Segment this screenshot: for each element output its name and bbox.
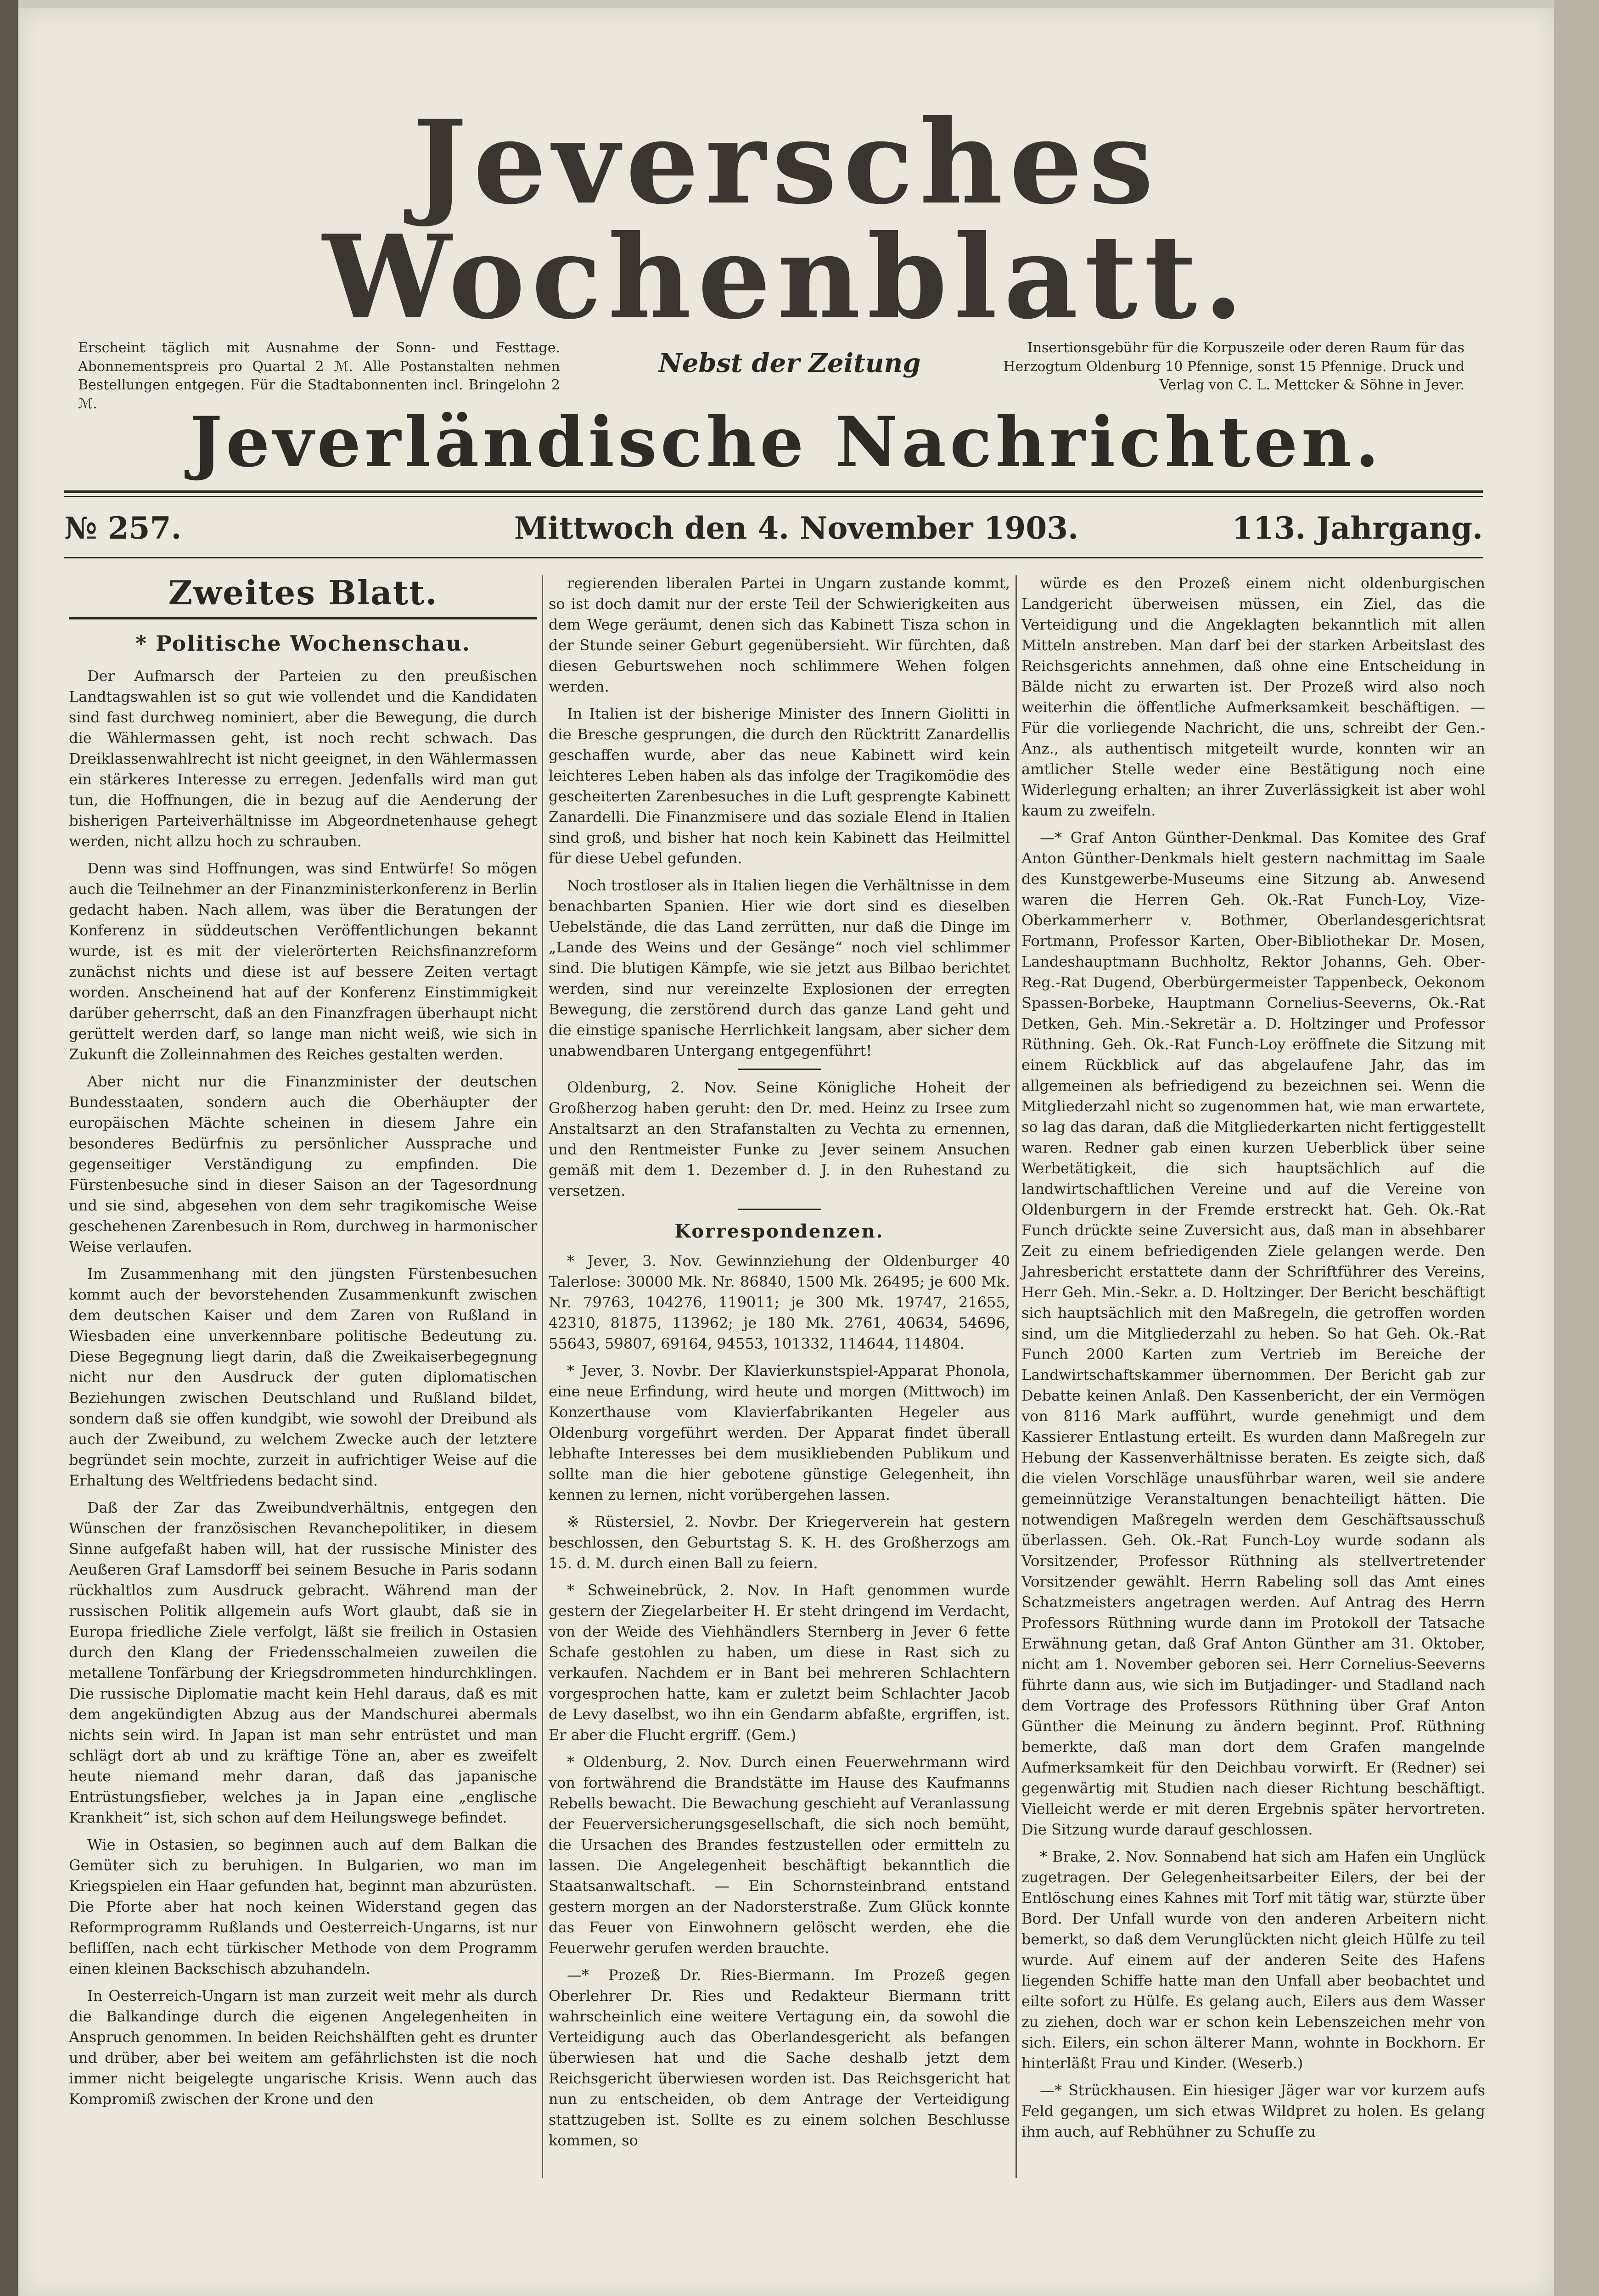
news-item: —* Prozeß Dr. Ries-Biermann. Im Prozeß gegen Oberlehrer Dr. Ries und Redakteur Biermann tritt wahrscheinlich eine weitere Vertagung ein, da sowohl die Verteidigung auch das Oberlandesgericht als befangen überwiesen hat und die Sache deshalb jetzt dem Reichsgericht überwiesen worden ist. Das Reichsgericht hat nun zu entscheiden, ob dem Antrage der Verteidigung stattzugeben ist. Sollte es zu einem solchen Beschlusse kommen, so: [549, 1966, 1010, 2149]
news-item: —* Graf Anton Günther-Denkmal. Das Komitee des Graf Anton Günther-Denkmals hielt gestern nachmittag im Saale des Kunstgewerbe-Museums eine Sitzung ab. Anwesend waren die Herren Geh. Ok.-Rat Funch-Loy, Vize-Oberkammerherr v. Bothmer, Oberlandesgerichtsrat Fortmann, Professor Karten, Ober-Bibliothekar Dr. Mosen, Landeshauptmann Buchholtz, Rektor Johanns, Geh. Ober-Reg.-Rat Dugend, Oberbürgermeister Tappenbeck, Oekonom Spassen-Borbeke, Hauptmann Cornelius-Seeverns, Ok.-Rat Detken, Geh. Min.-Sekretär a. D. Holtzinger und Professor Rüthning. Geh. Ok.-Rat Funch-Loy eröffnete die Sitzung mit einem Rückblick auf das abgelaufene Jahr, das im allgemeinen als befriedigend zu bezeichnen sei. Wenn die Mitgliederzahl nicht so zugenommen hat, wie man erwartete, so lag das daran, daß die Mitgliederkarten nicht fertiggestellt waren. Redner gab einen kurzen Ueberblick über seine Werbetätigkeit, die sich hauptsächlich auf die landwirtschaftlichen Vereine und auf die Vereine von Oldenburgern in der Fremde erstreckt hat. Geh. Ok.-Rat Funch drückte seine Zuversicht aus, daß man in absehbarer Zeit zu einem befriedigenden Ziele gelangen werde. Den Jahresbericht erstattete dann der Schriftführer des Vereins, Herr Geh. Min.-Sekr. a. D. Holtzinger. Der Bericht beschäftigt sich hauptsächlich mit den Maßregeln, die getroffen worden sind, um die Mitgliederzahl zu heben. So hat Geh. Ok.-Rat Funch 2000 Karten zum Vertrieb im Bereiche der Landwirtschaftskammer übernommen. Der Bericht gab zur Debatte keinen Anlaß. Den Kassenbericht, der ein Vermögen von 8116 Mark aufführt, wurde genehmigt und dem Kassierer Entlastung erteilt. Es wurden dann Maßregeln zur Hebung der Kassenverhältnisse beraten. Es zeigte sich, daß die vielen Vorschläge unausführbar waren, weil sie andere gemeinnützige Veranstaltungen benachteiligt hätten. Die notwendigen Maßregeln werden dem Geschäftsausschuß überlassen. Geh. Ok.-Rat Funch-Loy wurde sodann als Vorsitzender, Professor Rüthning als stellvertretender Vorsitzender gewählt. Herrn Rabeling soll das Amt eines Schatzmeisters angetragen werden. Auf Antrag des Herrn Professors Rüthning wurde dann im Protokoll der Tatsache Erwähnung getan, daß Graf Anton Günther am 31. Oktober, nicht am 1. November geboren sei. Herr Cornelius-Seeverns führte dann aus, wie sich im Butjadinger- und Stadland nach dem Vortrage des Professors Rüthning über Graf Anton Günther die Meinung zu ändern beginnt. Prof. Rüthning bemerkte, daß man dort dem Grafen mangelnde Aufmerksamkeit für den Deichbau vorwirft. Er (Redner) sei gegenwärtig mit Studien nach dieser Richtung beschäftigt. Vielleicht werde er mit deren Ergebnis später hervortreten. Die Sitzung wurde darauf geschlossen.: [1021, 829, 1485, 1838]
column-3: [1021, 573, 1485, 2149]
news-item: * Schweinebrück, 2. Nov. In Haft genommen wurde gestern der Ziegelarbeiter H. Er steht dringend im Verdacht, von der Weide des Viehhändlers Sternberg in Jever 6 fette Schafe gestohlen zu haben, um diese in Rast sich zu verkaufen. Nachdem er in Bant bei mehreren Schlachtern vorgesprochen hatte, kam er zuletzt beim Schlachter Jacob de Levy daselbst, wo ihn ein Gendarm abfaßte, ergriffen, ist. Er aber die Flucht ergriff. (Gem.): [549, 1581, 1010, 1744]
column-2: [549, 573, 1010, 2157]
section-rule: [69, 617, 537, 619]
news-item: * Brake, 2. Nov. Sonnabend hat sich am Hafen ein Unglück zugetragen. Der Gelegenheitsarbeiter Eilers, der bei der Entlöschung eines Kahnes mit Torf mit tätig war, stürzte über Bord. Der Unfall wurde von den anderen Arbeitern nicht bemerkt, so daß dem Verunglückten nicht gleich Hülfe zu teil wurde. Auf einem auf der anderen Seite des Hafens liegenden Schiffe hatte man den Unfall aber beobachtet und eilte sofort zu Hülfe. Es gelang auch, Eilers aus dem Wasser zu ziehen, doch war er schon kein Lebenszeichen mehr von sich. Eilers, ein schon älterer Mann, wohnte in Bockhorn. Er hinterläßt Frau und Kinder. (Weserb.): [1021, 1848, 1485, 2072]
separator-rule: [738, 1209, 821, 1210]
issue-number: № 257.: [64, 510, 182, 546]
subscription-info: Erscheint täglich mit Ausnahme der Sonn- und Festtage. Abonnementspreis pro Quartal 2 ℳ. Alle Postanstalten nehmen Bestellungen entgegen. Für die Stadtabonnenten incl. Bringelohn 2 ℳ.: [78, 340, 560, 412]
masthead-title: Jeversches Wochenblatt.: [322, 95, 1250, 344]
masthead-rule-top: [64, 490, 1483, 493]
article-paragraph: Denn was sind Hoffnungen, was sind Entwürfe! So mögen auch die Teilnehmer an der Finanzministerkonferenz in Berlin gedacht haben. Nach allem, was über die Beratungen der Konferenz in süddeutschen Veröffentlichungen bekannt wurde, ist es mit der vielerörterten Reichsfinanzreform zunächst nichts und diese ist auf bessere Zeiten vertagt worden. Anscheinend hat auf der Konferenz Einstimmigkeit darüber geherrscht, daß an den Finanzfragen überhaupt nicht gerüttelt werden darf, so lange man nicht weiß, wie sich in Zukunft die Zolleinnahmen des Reiches gestalten werden.: [69, 860, 537, 1063]
article-paragraph: Noch trostloser als in Italien liegen die Verhältnisse in dem benachbarten Spanien. Hier wie dort sind es dieselben Uebelstände, die das Land zerrütten, nur daß die Dinge im „Lande des Weins und der Gesänge“ noch viel schlimmer sind. Die blutigen Kämpfe, wie sie jetzt aus Bilbao berichtet werden, sind nur vereinzelte Explosionen der erregten Bewegung, die zerstörend durch das ganze Land geht und die einstige spanische Herrlichkeit langsam, aber sicher dem unabwendbaren Untergang entgegenführt!: [549, 877, 1010, 1059]
masthead-subtitle: Jeverländische Nachrichten.: [190, 402, 1383, 483]
issue-rule: [64, 557, 1483, 558]
news-item: * Jever, 3. Nov. Gewinnziehung der Oldenburger 40 Talerlose: 30000 Mk. Nr. 86840, 1500 Mk. 26495; je 600 Mk. Nr. 79763, 104276, 119011; je 300 Mk. 19747, 21655, 42310, 81875, 113962; je 180 Mk. 2761, 40634, 54696, 55643, 59807, 69164, 94553, 101332, 114644, 114804.: [549, 1252, 1010, 1352]
article-paragraph: Daß der Zar das Zweibundverhältnis, entgegen den Wünschen der französischen Revanchepolitiker, in diesem Sinne aufgefaßt haben will, hat der russische Minister des Aeußeren Graf Lamsdorff bei seinem Besuche in Paris sodann rückhaltlos zum Ausdruck gebracht. Während man der russischen Politik allgemein aufs Wort glaubt, daß sie in Europa friedliche Ziele verfolgt, läßt sie freilich in Ostasien durch den Klang der Friedensschalmeien zuweilen die metallene Tonfärbung der Kriegsdrommeten hindurchklingen. Die russische Diplomatie macht kein Hehl daraus, daß es mit dem angekündigten Abzug aus der Mandschurei abermals nichts sein wird. In Japan ist man sehr entrüstet und man schlägt dort ab und zu kräftige Töne an, aber es zweifelt heute niemand mehr daran, daß das japanische Entrüstungsfieber, welches ja in Japan eine „englische Krankheit“ ist, sich schon auf dem Heilungswege befindet.: [69, 1499, 537, 1826]
official-notice: Oldenburg, 2. Nov. Seine Königliche Hoheit der Großherzog haben geruht: den Dr. med. Heinz zu Irsee zum Anstaltsarzt an den Strafanstalten zu Vechta zu ernennen, und den Rentmeister Funke zu Jever seinem Ansuchen gemäß mit dem 1. Dezember d. J. in den Ruhestand zu versetzen.: [549, 1079, 1010, 1199]
section-title: * Politische Wochenschau.: [135, 631, 471, 656]
article-paragraph: regierenden liberalen Partei in Ungarn zustande kommt, so ist doch damit nur der erste Teil der Schwierigkeiten aus dem Wege geräumt, denen sich das Kabinett Tisza schon in der Stunde seiner Geburt gegenübersieht. Wir fürchten, daß diesen Geburtswehen noch schlimmere Wehen folgen werden.: [549, 574, 1010, 695]
separator-rule: [738, 1069, 821, 1070]
edition-label: Zweites Blatt.: [168, 573, 438, 612]
article-paragraph: würde es den Prozeß einem nicht oldenburgischen Landgericht überweisen müssen, ein Ziel, das die Verteidigung und die Angeklagten bekanntlich mit allen Mitteln anstreben. Man darf bei der starken Arbeitslast des Reichsgerichts annehmen, daß ohne eine Entscheidung in Bälde nicht zu erwarten ist. Der Prozeß wird also noch weiterhin die öffentliche Aufmerksamkeit beschäftigen. — Für die vorliegende Nachricht, die uns, schreibt der Gen.-Anz., als authentisch mitgeteilt wurde, konnten wir an amtlicher Stelle weder eine Bestätigung noch eine Widerlegung erhalten; an ihrer Zuverlässigkeit ist aber wohl kaum zu zweifeln.: [1021, 574, 1485, 819]
news-item: —* Strückhausen. Ein hiesiger Jäger war vor kurzem aufs Feld gegangen, um sich etwas Wildpret zu holen. Es gelang ihm auch, auf Rebhühner zu Schuſſe zu: [1021, 2082, 1485, 2140]
advertising-info: Insertionsgebühr für die Korpuszeile oder deren Raum für das Herzogtum Oldenburg 10 Pfennige, sonst 15 Pfennige. Druck und Verlag von C. L. Mettcker & Söhne in Jever.: [1003, 340, 1464, 393]
newspaper-page: [18, 8, 1554, 2296]
correspondence-heading: Korrespondenzen.: [674, 1221, 884, 1242]
news-item: * Oldenburg, 2. Nov. Durch einen Feuerwehrmann wird von fortwährend die Brandstätte im Hause des Kaufmanns Rebells bewacht. Die Bewachung geschieht auf Veranlassung der Feuerversicherungsgesellschaft, die sich noch bemüht, die Ursachen des Brandes festzustellen oder ermitteln zu lassen. Die Angelegenheit beschäftigt bekanntlich die Staatsanwaltschaft. — Ein Schornsteinbrand entstand gestern morgen an der Nadorsterstraße. Zum Glück konnte das Feuer von Einwohnern gelöscht werden, ehe die Feuerwehr gerufen werden brauchte.: [549, 1753, 1010, 1957]
article-paragraph: In Oesterreich-Ungarn ist man zurzeit weit mehr als durch die Balkandinge durch die eigenen Angelegenheiten in Anspruch genommen. In beiden Reichshälften geht es drunter und drüber, aber bei weitem am gefährlichsten ist die noch immer nicht beigelegte ungarische Krisis. Wenn auch das Kompromiß zwischen der Krone und den: [69, 1987, 537, 2108]
article-paragraph: Im Zusammenhang mit den jüngsten Fürstenbesuchen kommt auch der bevorstehenden Zusammenkunft zwischen dem deutschen Kaiser und dem Zaren von Rußland in Wiesbaden eine unverkennbare politische Bedeutung zu. Diese Begegnung liegt darin, daß die Zweikaiserbegegnung nicht nur den Ausdruck der guten diplomatischen Beziehungen zwischen Deutschland und Rußland bildet, sondern daß sie offen kundgibt, wie sowohl der Dreibund als auch der Zweibund, zu welchem Zwecke auch der letztere begründet sein mochte, zurzeit in aufrichtiger Weise auf die Erhaltung des Weltfriedens bedacht sind.: [69, 1265, 537, 1489]
binding-edge: [0, 0, 18, 2296]
column-divider: [1016, 575, 1017, 2178]
column-divider: [542, 575, 543, 2178]
article-paragraph: Wie in Ostasien, so beginnen auch auf dem Balkan die Gemüter sich zu beruhigen. In Bulgarien, wo man im Kriegspielen ein Haar gefunden hat, beginnt man abzurüsten. Die Pforte aber hat noch keinen Widerstand gegen das Reformprogramm Rußlands und Oesterreich-Ungarns, ist nur befliſſen, nach echt türkischer Methode von dem Programm einen kleinen Backschisch abzuhandeln.: [69, 1836, 537, 1977]
issue-bar: [64, 506, 1483, 552]
scan-margin: [1554, 0, 1599, 2296]
article-paragraph: Der Aufmarsch der Parteien zu den preußischen Landtagswahlen ist so gut wie vollendet und die Kandidaten sind fast durchweg nominiert, aber die Bewegung, die durch die Wählermassen geht, ist noch recht schwach. Das Dreiklassenwahlrecht ist nicht geeignet, in den Wählermassen ein stärkeres Interesse zu erregen. Jedenfalls wird man gut tun, die Hoffnungen, die in bezug auf die Aenderung der bisherigen Parteiverhältnisse im Abgeordnetenhause gehegt werden, nicht allzu hoch zu schrauben.: [69, 667, 537, 850]
news-item: * Jever, 3. Novbr. Der Klavierkunstspiel-Apparat Phonola, eine neue Erfindung, wird heute und morgen (Mittwoch) im Konzerthause vom Klavierfabrikanten Hegeler aus Oldenburg vorgeführt werden. Der Apparat findet überall lebhafte Interesses bei dem musikliebenden Publikum und sollte man die hier gebotene günstige Gelegenheit, ihn kennen zu lernen, nicht vorübergehen lassen.: [549, 1362, 1010, 1503]
news-item: ※ Rüstersiel, 2. Novbr. Der Kriegerverein hat gestern beschlossen, den Geburtstag S. K. H. des Großherzogs am 15. d. M. durch einen Ball zu feiern.: [549, 1513, 1010, 1572]
column-1: [69, 573, 537, 2116]
issue-volume: 113. Jahrgang.: [1232, 510, 1483, 546]
article-paragraph: In Italien ist der bisherige Minister des Innern Giolitti in die Bresche gesprungen, die durch den Rücktritt Zanardellis geschaffen wurde, aber das neue Kabinett wird kein leichteres Leben haben als das infolge der Tragikomödie des gescheiterten Zarenbesuches in die Luft gesprengte Kabinett Zanardelli. Die Finanzmisere und das soziale Elend in Italien sind groß, und bisher hat noch kein Kabinett das Heilmittel für diese Uebel gefunden.: [549, 705, 1010, 867]
issue-date: Mittwoch den 4. November 1903.: [514, 510, 1079, 546]
article-paragraph: Aber nicht nur die Finanzminister der deutschen Bundesstaaten, sondern auch die Oberhäupter der europäischen Mächte scheinen in diesem Jahre ein besonderes Bedürfnis zu persönlicher Aussprache und gegenseitiger Verständigung zu empfinden. Die Fürstenbesuche sind in dieser Saison an der Tagesordnung und sie sind, abgesehen von dem sehr tragikomische Weise geschehenen Zarenbesuch in Rom, durchweg in harmonischer Weise verlaufen.: [69, 1073, 537, 1255]
masthead-rule-thin: [64, 496, 1483, 497]
supplement-note: Nebst der Zeitung: [658, 348, 921, 378]
